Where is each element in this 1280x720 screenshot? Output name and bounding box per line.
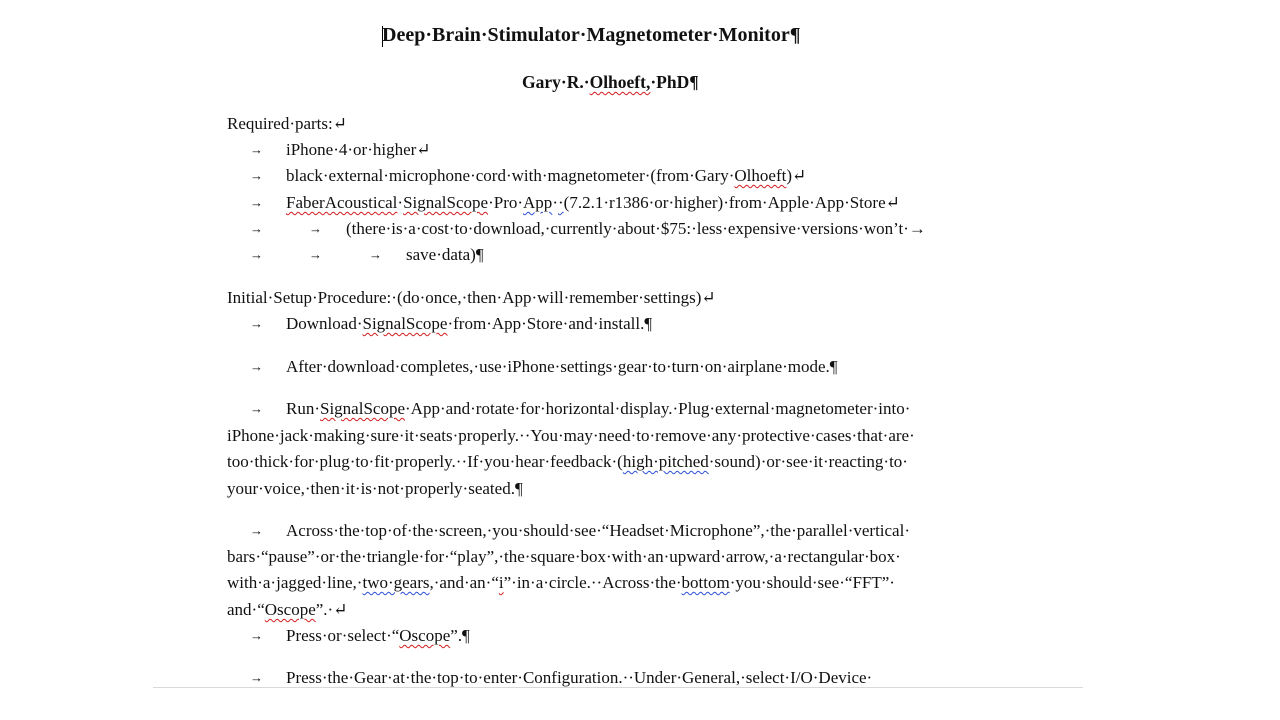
setup-step-run-line1 [286, 398, 910, 420]
list-item-cord [286, 165, 806, 187]
step-text: ·sound)·or·see·it·reacting·to· [708, 452, 908, 471]
step-text: ·from·App·Store·and·install.¶ [447, 314, 653, 333]
misspelled-word: SignalScope [403, 193, 489, 212]
setup-step-run-line4: your·voice,·then·it·is·not·properly·seated.¶ [227, 479, 523, 498]
step-text: ·you·should·see·“FFT”· [729, 573, 895, 592]
misspelled-word: SignalScope [320, 399, 405, 418]
required-parts-heading: Required·parts:↵ [227, 114, 347, 133]
tab-arrow-icon: → [250, 316, 263, 331]
tab-arrow-icon: → [250, 670, 263, 685]
setup-step-download [286, 313, 652, 335]
list-item-text: )↵ [786, 166, 807, 185]
tab-arrow-icon: → [250, 247, 263, 262]
setup-step-toolbar-line2: bars·“pause”·or·the·triangle·for·“play”,·the·square·box·with·an·upward·arrow,·a·rectangular·box· [227, 547, 901, 566]
setup-heading: Initial·Setup·Procedure:·(do·once,·then·App·will·remember·settings)↵ [227, 288, 716, 307]
step-text: ”.·↵ [315, 600, 348, 619]
page-bottom-rule [153, 687, 1083, 688]
setup-step-run-line3 [227, 451, 908, 473]
setup-step-toolbar-line1: Across·the·top·of·the·screen,·you·should·see·“Headset·Microphone”,·the·parallel·vertical· [286, 521, 910, 540]
setup-step-configuration: Press·the·Gear·at·the·top·to·enter·Configuration.··Under·General,·select·I/O·Device· [286, 668, 873, 687]
misspelled-word: FaberAcoustical [286, 193, 398, 212]
grammar-flag: · [557, 193, 564, 212]
setup-step-run-line2: iPhone·jack·making·sure·it·seats·properly.··You·may·need·to·remove·any·protective·cases·that·are· [227, 426, 915, 445]
grammar-flag: App [523, 193, 553, 212]
list-item-text: · [397, 193, 404, 212]
step-text: Download· [286, 314, 363, 333]
author-degree: ·PhD¶ [650, 72, 699, 92]
setup-step-toolbar-line3 [227, 572, 895, 594]
step-text: ·App·and·rotate·for·horizontal·display.·Plug·external·magnetometer·into· [405, 399, 911, 418]
tab-arrow-icon: → [250, 523, 263, 538]
misspelled-word: SignalScope [362, 314, 448, 333]
step-text: ”·in·a·circle.··Across·the· [503, 573, 682, 592]
setup-step-oscope [286, 625, 470, 647]
author-line [522, 71, 699, 93]
tab-arrow-icon: → [250, 221, 263, 236]
step-text: too·thick·for·plug·to·fit·properly.··If·you·hear·feedback·( [227, 452, 623, 471]
tab-arrow-icon: → [250, 359, 263, 374]
tab-arrow-icon: → [250, 168, 263, 183]
list-item-text: (7.2.1·r1386·or·higher)·from·Apple·App·Store↵ [563, 193, 900, 212]
tab-arrow-icon: → [309, 221, 322, 236]
misspelled-word: Oscope [264, 600, 316, 619]
tab-arrow-icon: → [250, 195, 263, 210]
tab-arrow-icon: → [250, 628, 263, 643]
setup-step-toolbar-line4 [227, 599, 347, 621]
step-text: Run· [286, 399, 320, 418]
document-title: Deep·Brain·Stimulator·Magnetometer·Monitor¶ [382, 24, 801, 46]
author-name-part: Gary·R.· [522, 72, 590, 92]
grammar-flag: high·pitched [622, 452, 709, 471]
misspelled-word: i [498, 573, 504, 592]
tab-arrow-icon: → [309, 247, 322, 262]
misspelled-word: Olhoeft [734, 166, 787, 185]
step-text: ,·and·an·“ [429, 573, 499, 592]
grammar-flag: two·gears [362, 573, 430, 592]
tab-arrow-icon: → [250, 401, 263, 416]
step-text: with·a·jagged·line,· [227, 573, 363, 592]
list-item-save-data: save·data)¶ [406, 245, 484, 264]
step-text: ”.¶ [450, 626, 470, 645]
grammar-flag: bottom [681, 573, 730, 592]
list-item-text: · [552, 193, 558, 212]
list-item-text: black·external·microphone·cord·with·magnetometer·(from·Gary· [286, 166, 735, 185]
list-item-text: ·Pro· [488, 193, 524, 212]
author-surname: Olhoeft, [589, 72, 651, 92]
misspelled-word: Oscope [399, 626, 451, 645]
tab-arrow-icon: → [369, 247, 382, 262]
step-text: Press·or·select·“ [286, 626, 400, 645]
tab-arrow-icon: → [250, 142, 263, 157]
step-text: and·“ [227, 600, 265, 619]
setup-step-airplane: After·download·completes,·use·iPhone·settings·gear·to·turn·on·airplane·mode.¶ [286, 357, 838, 376]
list-item-cost-note: (there·is·a·cost·to·download,·currently·about·$75:·less·expensive·versions·won’t·→ [346, 219, 926, 238]
list-item-app [286, 192, 900, 214]
list-item-iphone: iPhone·4·or·higher↵ [286, 140, 431, 159]
